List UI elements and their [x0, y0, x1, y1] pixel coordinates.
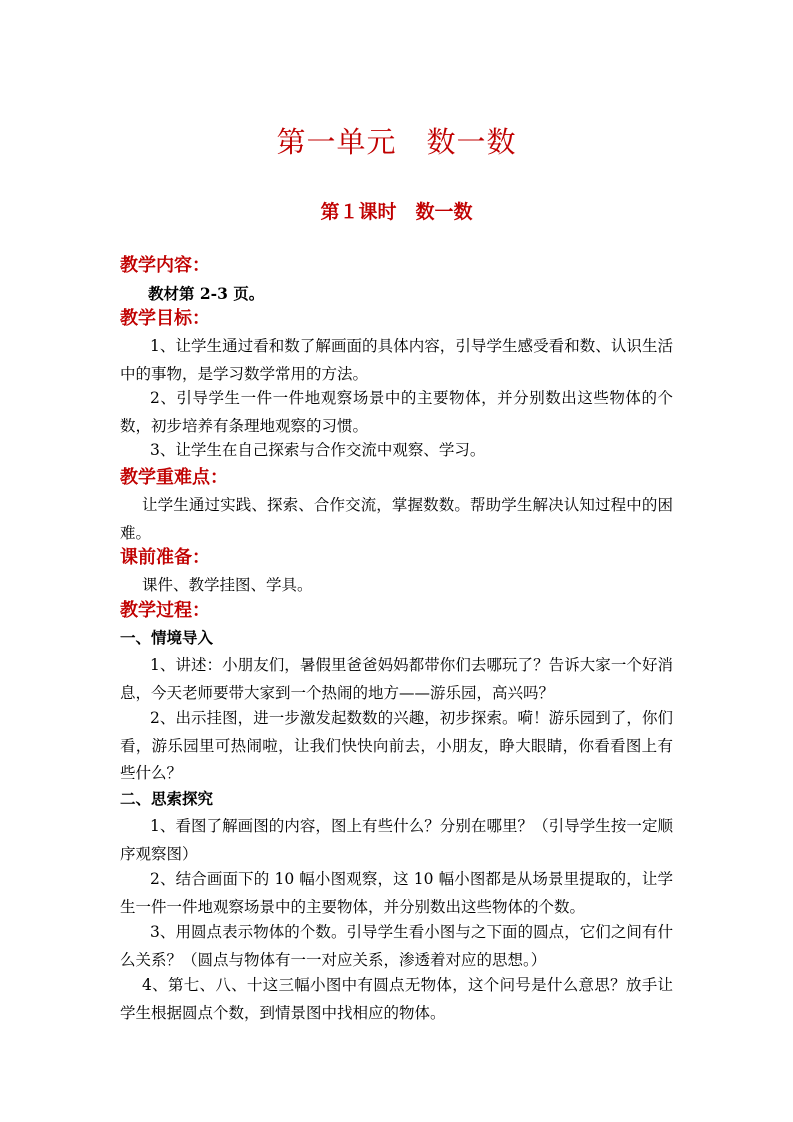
key-points-heading: 教学重难点：	[120, 467, 228, 488]
teaching-goals-heading: 教学目标：	[120, 308, 210, 329]
part2-paragraph-2: 2、结合画面下的 10 幅小图观察，这 10 幅小图都是从场景里提取的，让学生一件一件地观察场景中的主要物体，并分别数出这些物体的个数。	[120, 870, 673, 916]
part1-paragraph-1: 1、讲述：小朋友们，暑假里爸爸妈妈都带你们去哪玩了？告诉大家一个好消息，今天老师要带大家到一个热闹的地方——游乐园，高兴吗？	[120, 656, 673, 702]
key-points-text: 让学生通过实践、探索、合作交流，掌握数数。帮助学生解决认知过程中的困难。	[120, 496, 673, 542]
goal-1: 1、让学生通过看和数了解画面的具体内容，引导学生感受看和数、认识生活中的事物，是学习数学常用的方法。	[120, 337, 673, 383]
unit-title: 第一单元 数一数	[276, 125, 517, 159]
part2-paragraph-4: 4、第七、八、十这三幅小图中有圆点无物体，这个问号是什么意思？放手让学生根据圆点个数，到情景图中找相应的物体。	[120, 976, 673, 1022]
teaching-content-text: 教材第 2-3 页。	[148, 284, 265, 303]
preparation-text: 课件、教学挂图、学具。	[142, 576, 313, 594]
part2-paragraph-1: 1、看图了解画图的内容，图上有些什么？分别在哪里？（引导学生按一定顺序观察图）	[120, 817, 673, 863]
lesson-subtitle: 第１课时 数一数	[320, 201, 473, 223]
teaching-content-heading: 教学内容：	[120, 255, 210, 276]
goal-3: 3、让学生在自己探索与合作交流中观察、学习。	[150, 441, 486, 459]
part1-heading: 一、情境导入	[120, 628, 214, 647]
goal-2: 2、引导学生一件一件地观察场景中的主要物体，并分别数出这些物体的个数，初步培养有条理地观察的习惯。	[120, 389, 673, 435]
part2-heading: 二、思索探究	[120, 789, 214, 808]
teaching-process-heading: 教学过程：	[120, 600, 210, 621]
preparation-heading: 课前准备：	[120, 547, 210, 568]
part1-paragraph-2: 2、出示挂图，进一步激发起数数的兴趣，初步探索。嗬！游乐园到了，你们看，游乐园里可热闹啦，让我们快快向前去，小朋友，睁大眼睛，你看看图上有些什么？	[120, 709, 673, 782]
part2-paragraph-3: 3、用圆点表示物体的个数。引导学生看小图与之下面的圆点，它们之间有什么关系？（圆点与物体有一一对应关系，渗透着对应的思想。）	[120, 923, 673, 969]
